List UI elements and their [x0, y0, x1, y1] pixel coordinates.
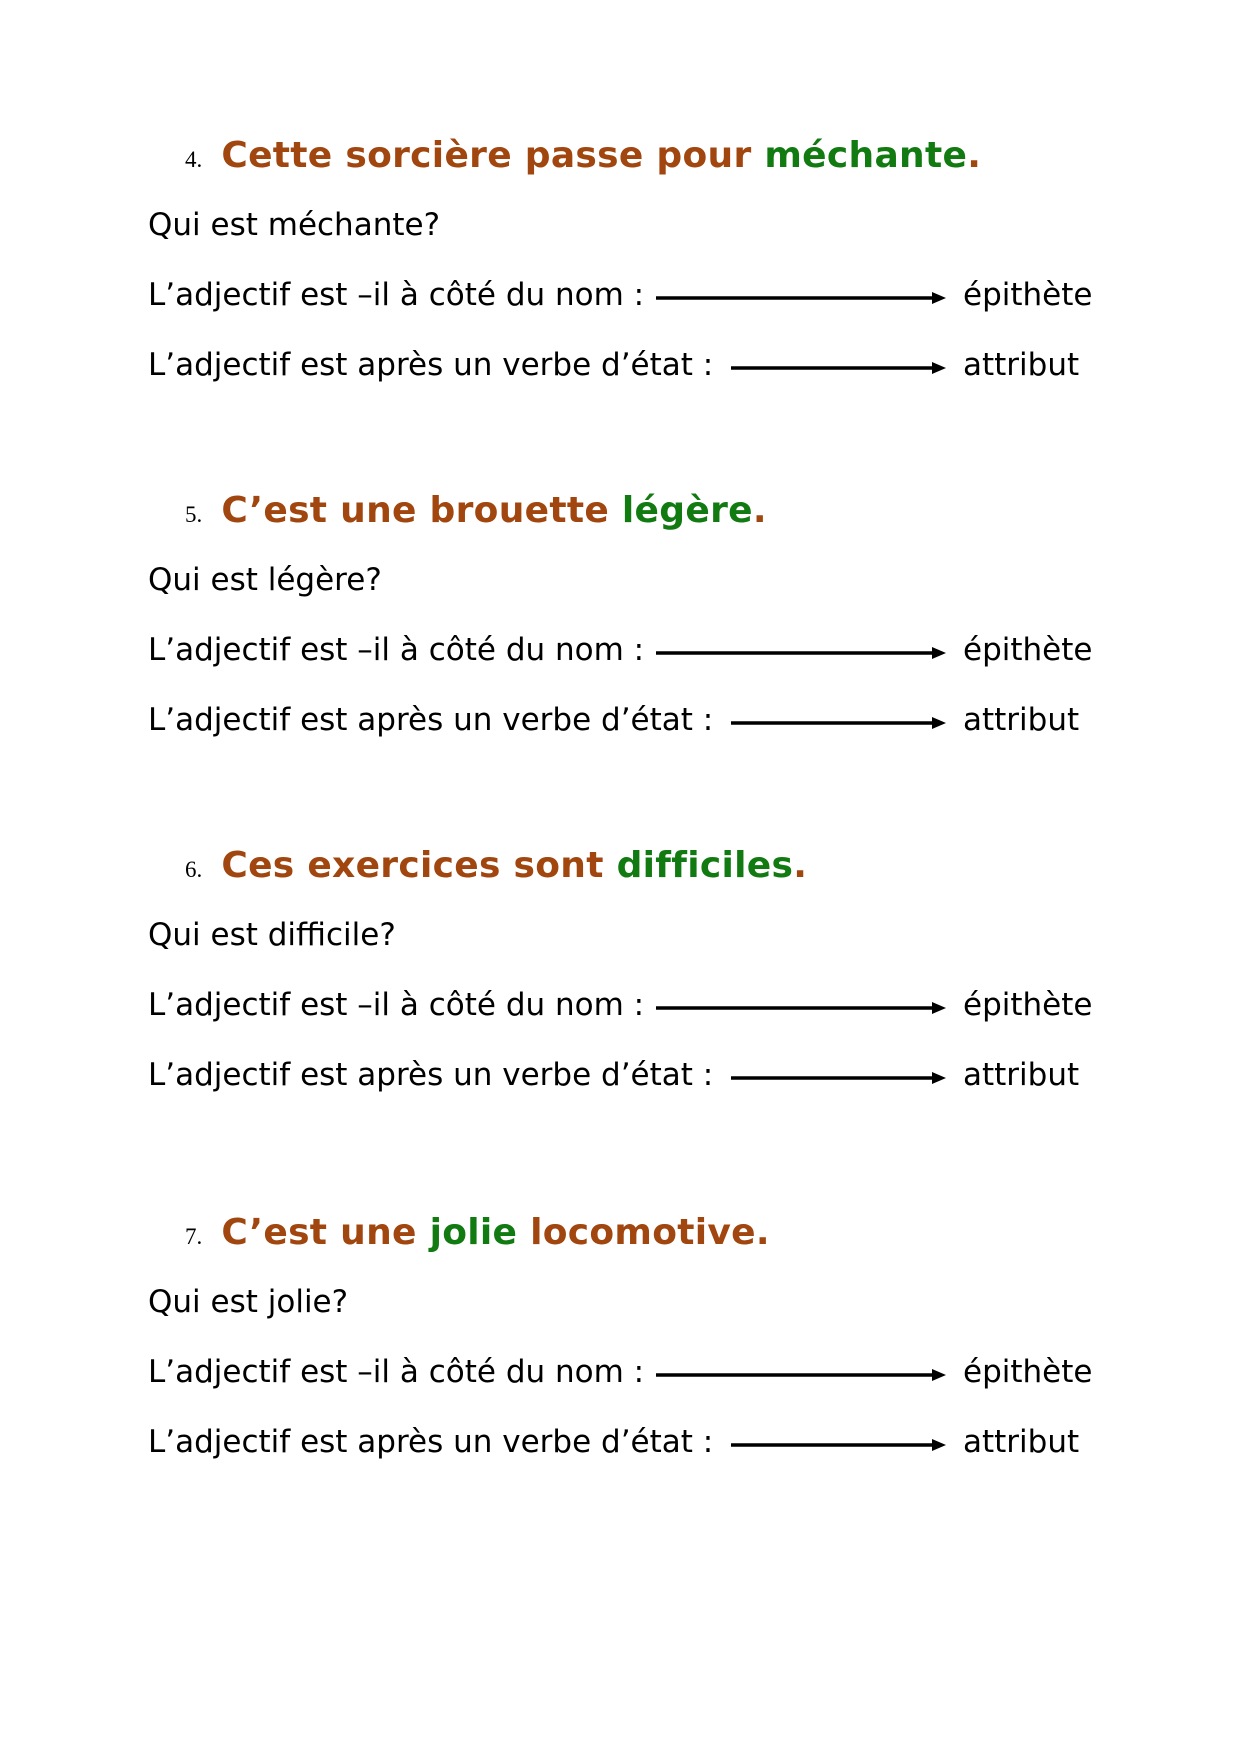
rule-attribut	[148, 347, 1098, 387]
sentence-adjective: difficiles	[616, 845, 794, 886]
exercise-heading	[185, 490, 767, 540]
exercise-5	[0, 490, 1240, 830]
arrow-icon	[731, 1438, 946, 1452]
rule-label: L’adjectif est après un verbe d’état :	[148, 1057, 714, 1093]
sentence-segment: .	[967, 135, 982, 176]
sentence-segment: .	[793, 845, 808, 886]
exercise-6	[0, 845, 1240, 1185]
rule-attribut	[148, 702, 1098, 742]
exercise-number: 7.	[185, 1224, 203, 1249]
rule-result: épithète	[963, 987, 1093, 1023]
arrow-icon	[656, 646, 946, 660]
exercise-sentence	[221, 490, 766, 531]
rule-result: attribut	[963, 702, 1080, 738]
exercise-number: 6.	[185, 857, 203, 882]
rule-result: épithète	[963, 277, 1093, 313]
rule-label: L’adjectif est après un verbe d’état :	[148, 1424, 714, 1460]
rule-attribut	[148, 1424, 1098, 1464]
rule-label: L’adjectif est –il à côté du nom :	[148, 1354, 645, 1390]
exercise-heading	[185, 1212, 770, 1262]
arrow-icon	[656, 1001, 946, 1015]
sentence-segment: Ces exercices sont	[221, 845, 617, 886]
rule-label: L’adjectif est après un verbe d’état :	[148, 347, 714, 383]
sentence-adjective: méchante	[764, 135, 968, 176]
sentence-segment: locomotive.	[517, 1212, 770, 1253]
rule-result: épithète	[963, 632, 1093, 668]
rule-epithete	[148, 277, 1098, 317]
exercise-sentence	[221, 845, 807, 886]
exercise-sentence	[221, 1212, 770, 1253]
rule-epithete	[148, 1354, 1098, 1394]
rule-epithete	[148, 987, 1098, 1027]
question: Qui est difficile?	[148, 917, 396, 953]
exercise-sentence	[221, 135, 981, 176]
arrow-icon	[731, 361, 946, 375]
arrow-icon	[656, 1368, 946, 1382]
sentence-segment: C’est une brouette	[221, 490, 622, 531]
sentence-adjective: jolie	[429, 1212, 518, 1253]
arrow-icon	[656, 291, 946, 305]
arrow-icon	[731, 716, 946, 730]
rule-result: épithète	[963, 1354, 1093, 1390]
exercise-number: 5.	[185, 502, 203, 527]
sentence-segment: C’est une	[221, 1212, 430, 1253]
sentence-segment: Cette sorcière passe pour	[221, 135, 765, 176]
rule-attribut	[148, 1057, 1098, 1097]
rule-label: L’adjectif est après un verbe d’état :	[148, 702, 714, 738]
arrow-icon	[731, 1071, 946, 1085]
exercise-number: 4.	[185, 147, 203, 172]
exercise-heading	[185, 135, 981, 185]
question: Qui est méchante?	[148, 207, 441, 243]
question: Qui est jolie?	[148, 1284, 349, 1320]
sentence-adjective: légère	[621, 490, 753, 531]
exercise-heading	[185, 845, 807, 895]
rule-result: attribut	[963, 347, 1080, 383]
rule-label: L’adjectif est –il à côté du nom :	[148, 987, 645, 1023]
rule-label: L’adjectif est –il à côté du nom :	[148, 632, 645, 668]
exercise-4	[0, 135, 1240, 475]
rule-epithete	[148, 632, 1098, 672]
sentence-segment: .	[752, 490, 767, 531]
rule-result: attribut	[963, 1057, 1080, 1093]
question: Qui est légère?	[148, 562, 382, 598]
exercise-7	[0, 1212, 1240, 1552]
rule-result: attribut	[963, 1424, 1080, 1460]
rule-label: L’adjectif est –il à côté du nom :	[148, 277, 645, 313]
